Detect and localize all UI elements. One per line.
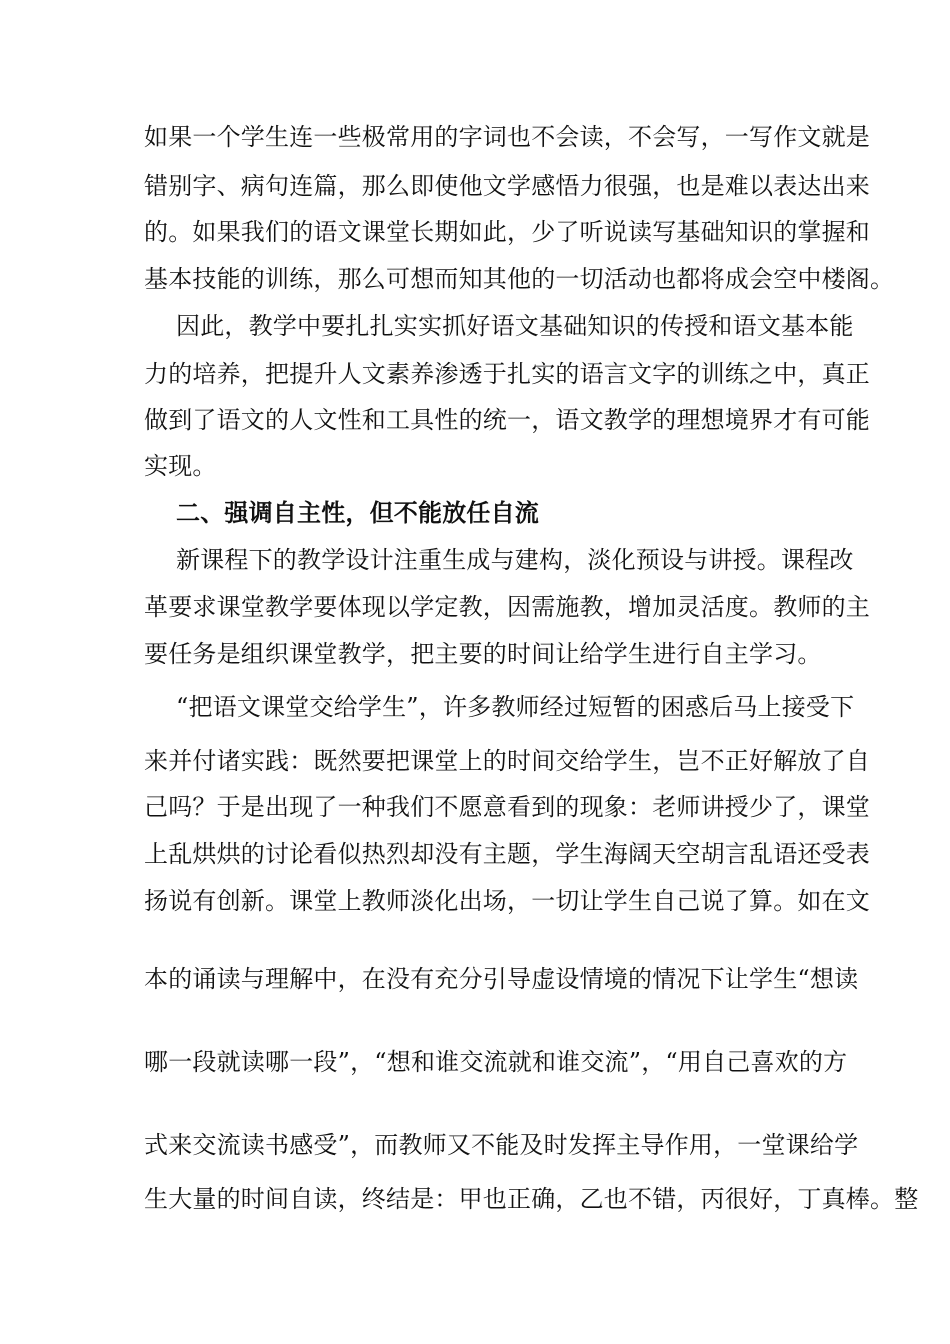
paragraph-line: 如果一个学生连一些极常用的字词也不会读，不会写，一写作文就是 [144,123,870,151]
section-heading: 二、强调自主性，但不能放任自流 [176,498,539,527]
paragraph-line: 哪一段就读哪一段”，“想和谁交流就和谁交流”，“用自己喜欢的方 [144,1048,848,1076]
paragraph-line: 扬说有创新。课堂上教师淡化出场，一切让学生自己说了算。如在文 [144,887,870,915]
paragraph-line: 革要求课堂教学要体现以学定教，因需施教，增加灵活度。教师的主 [144,593,870,621]
paragraph-line: 新课程下的教学设计注重生成与建构，淡化预设与讲授。课程改 [176,546,854,574]
paragraph-line: 要任务是组织课堂教学，把主要的时间让给学生进行自主学习。 [144,640,822,668]
paragraph-line: 本的诵读与理解中，在没有充分引导虚设情境的情况下让学生“想读 [144,965,859,993]
paragraph-line: 式来交流读书感受”，而教师又不能及时发挥主导作用，一堂课给学 [144,1131,859,1159]
paragraph-line: 己吗？于是出现了一种我们不愿意看到的现象：老师讲授少了，课堂 [144,793,870,821]
paragraph-line: “把语文课堂交给学生”，许多教师经过短暂的困惑后马上接受下 [176,693,855,721]
paragraph-line: 生大量的时间自读，终结是：甲也正确，乙也不错，丙很好，丁真棒。整 [144,1185,919,1213]
paragraph-line: 因此，教学中要扎扎实实抓好语文基础知识的传授和语文基本能 [176,312,854,340]
paragraph-line: 错别字、病句连篇，那么即使他文学感悟力很强，也是难以表达出来 [144,172,870,200]
paragraph-line: 的。如果我们的语文课堂长期如此，少了听说读写基础知识的掌握和 [144,218,870,246]
paragraph-line: 基本技能的训练，那么可想而知其他的一切活动也都将成会空中楼阁。 [144,265,895,293]
paragraph-line: 做到了语文的人文性和工具性的统一，语文教学的理想境界才有可能 [144,406,870,434]
paragraph-line: 力的培养，把提升人文素养渗透于扎实的语言文字的训练之中，真正 [144,360,870,388]
paragraph-line: 实现。 [144,452,217,480]
paragraph-line: 来并付诸实践：既然要把课堂上的时间交给学生，岂不正好解放了自 [144,747,870,775]
paragraph-line: 上乱烘烘的讨论看似热烈却没有主题，学生海阔天空胡言乱语还受表 [144,840,870,868]
